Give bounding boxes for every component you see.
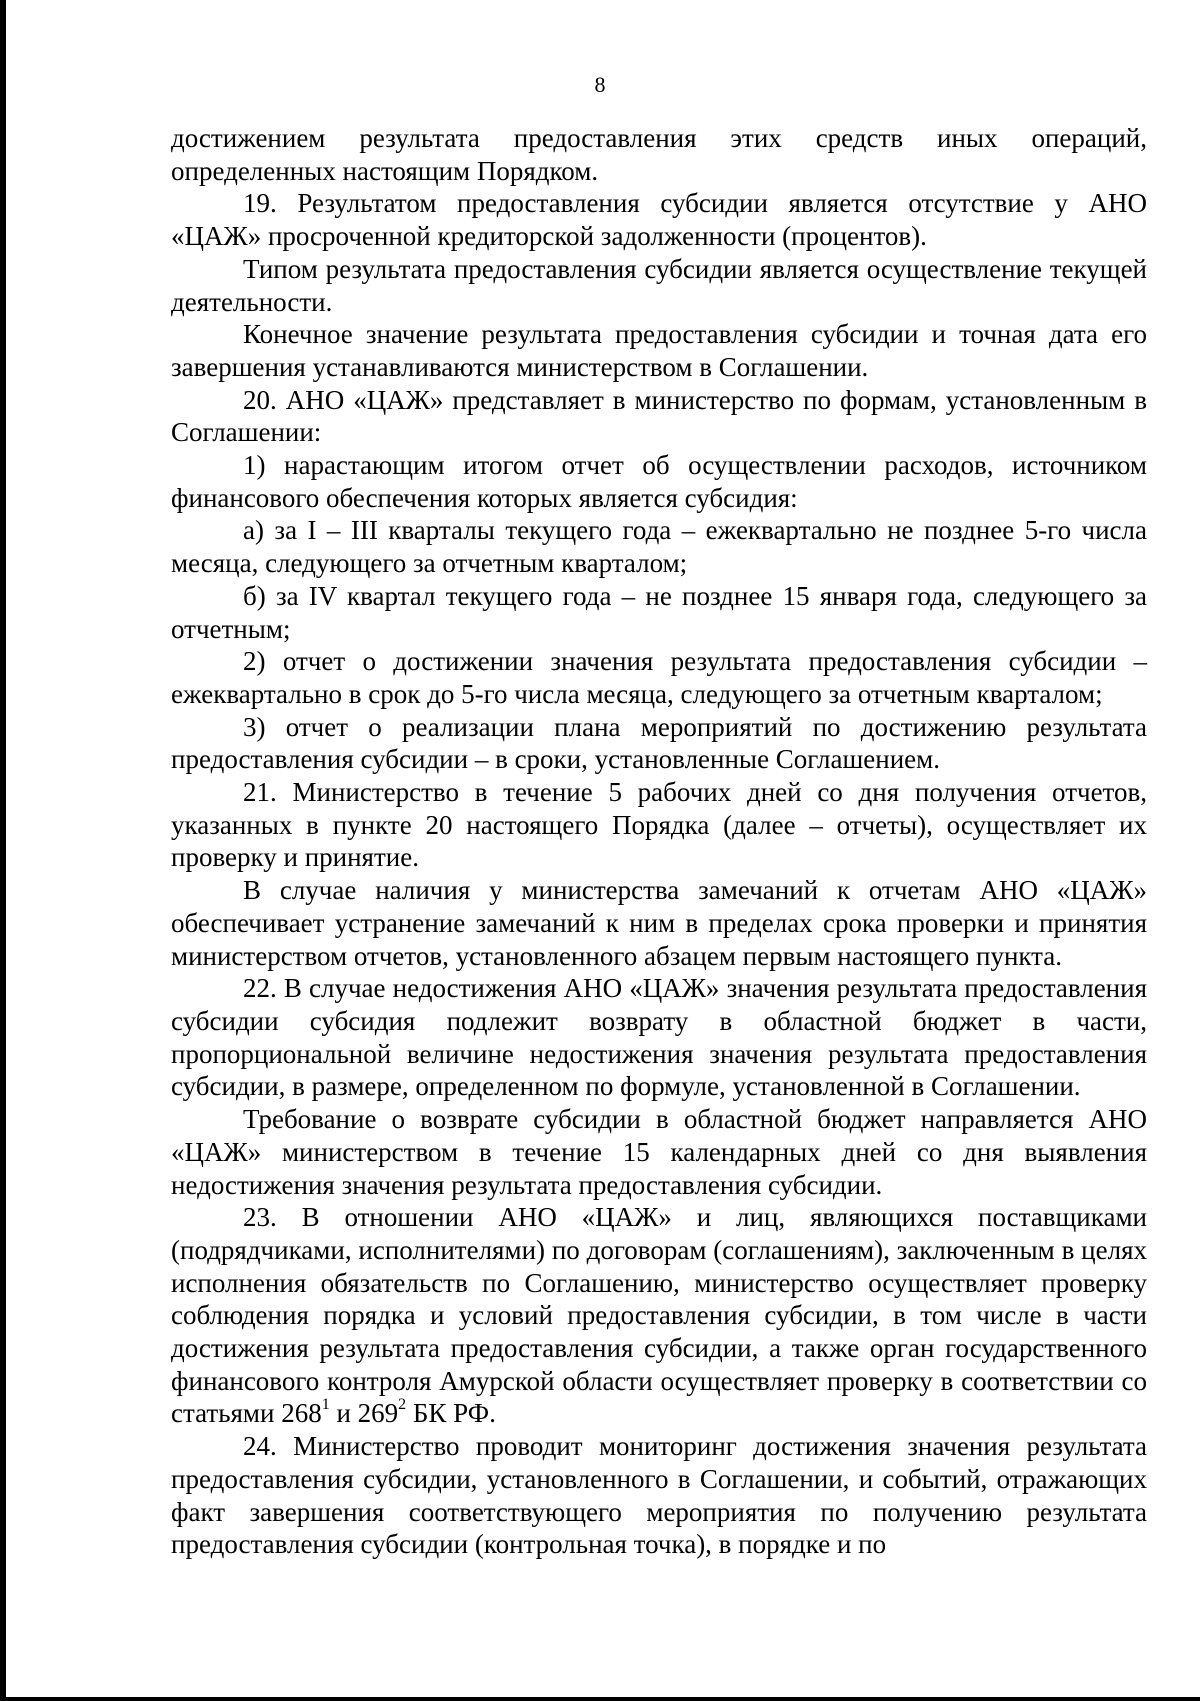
paragraph: 1) нарастающим итогом отчет об осуществлении расходов, источником финансового обеспечения которых является субсидия: — [171, 450, 1147, 513]
paragraph: 22. В случае недостижения АНО «ЦАЖ» значения результата предоставления субсидии субсидия подлежит возврату в областной бюджет в части, пропорциональной величине недостижения значения результата предоставления субсидии, в размере, определенном по формуле, установленной в Соглашении. — [171, 973, 1147, 1102]
paragraph: 19. Результатом предоставления субсидии является отсутствие у АНО «ЦАЖ» просроченной кредиторской задолженности (процентов). — [171, 188, 1147, 252]
paragraph: Конечное значение результата предоставления субсидии и точная дата его завершения устанавливаются министерством в Соглашении. — [171, 319, 1147, 382]
page-number: 8 — [594, 72, 606, 97]
paragraph: Типом результата предоставления субсидии является осуществление текущей деятельности. — [171, 253, 1147, 317]
paragraph: 3) отчет о реализации плана мероприятий по достижению результата предоставления субсидии – в сроки, установленные Соглашением. — [171, 711, 1147, 775]
paragraph-23-end: БК РФ. — [406, 1398, 496, 1429]
paragraph-24: 24. Министерство проводит мониторинг достижения значения результата предоставления субсидии, установленного в Соглашении, и событий, отражающих факт завершения соответствующего мероприятия по получению результата предоставления субсидии (контрольная точка), в порядке и по — [171, 1431, 1147, 1560]
superscript-2: 2 — [398, 1396, 407, 1414]
paragraph-23 — [171, 1201, 1147, 1430]
paragraph-list — [171, 122, 1147, 1201]
paragraph: Требование о возврате субсидии в областной бюджет направляется АНО «ЦАЖ» министерством в течение 15 календарных дней со дня выявления недостижения значения результата предоставления субсидии. — [171, 1104, 1147, 1200]
document-body — [171, 122, 1147, 1561]
paragraph: 2) отчет о достижении значения результата предоставления субсидии – ежеквартально в срок до 5-го числа месяца, следующего за отчетным кварталом; — [171, 646, 1147, 709]
paragraph: достижением результата предоставления этих средств иных операций, определенных настоящим Порядком. — [171, 123, 1147, 186]
paragraph: 20. АНО «ЦАЖ» представляет в министерство по формам, установленным в Соглашении: — [171, 384, 1147, 448]
superscript-1: 1 — [321, 1396, 330, 1414]
paragraph-23-mid: и 269 — [329, 1398, 399, 1429]
paragraph: 21. Министерство в течение 5 рабочих дней со дня получения отчетов, указанных в пункте 20 настоящего Порядка (далее – отчеты), осуществляет их проверку и принятие. — [171, 777, 1147, 873]
paragraph-23-text: 23. В отношении АНО «ЦАЖ» и лиц, являющихся поставщиками (подрядчиками, исполнителями) по договорам (соглашениям), заключенным в целях исполнения обязательств по Соглашению, министерство осуществляет проверку соблюдения порядка и условий предоставления субсидии, в том числе в части достижения результата предоставления субсидии, а также орган государственного финансового контроля Амурской области осуществляет проверку в соответствии со статьями 268 — [171, 1202, 1147, 1429]
paragraph: В случае наличия у министерства замечаний к отчетам АНО «ЦАЖ» обеспечивает устранение замечаний к ним в пределах срока проверки и принятия министерством отчетов, установленного абзацем первым настоящего пункта. — [171, 875, 1147, 971]
paragraph: а) за I – III кварталы текущего года – ежеквартально не позднее 5-го числа месяца, следующего за отчетным кварталом; — [171, 515, 1147, 579]
scan-border-left — [0, 0, 6, 1701]
paragraph: б) за IV квартал текущего года – не позднее 15 января года, следующего за отчетным; — [171, 580, 1147, 644]
scan-border-bottom — [0, 1697, 1200, 1701]
